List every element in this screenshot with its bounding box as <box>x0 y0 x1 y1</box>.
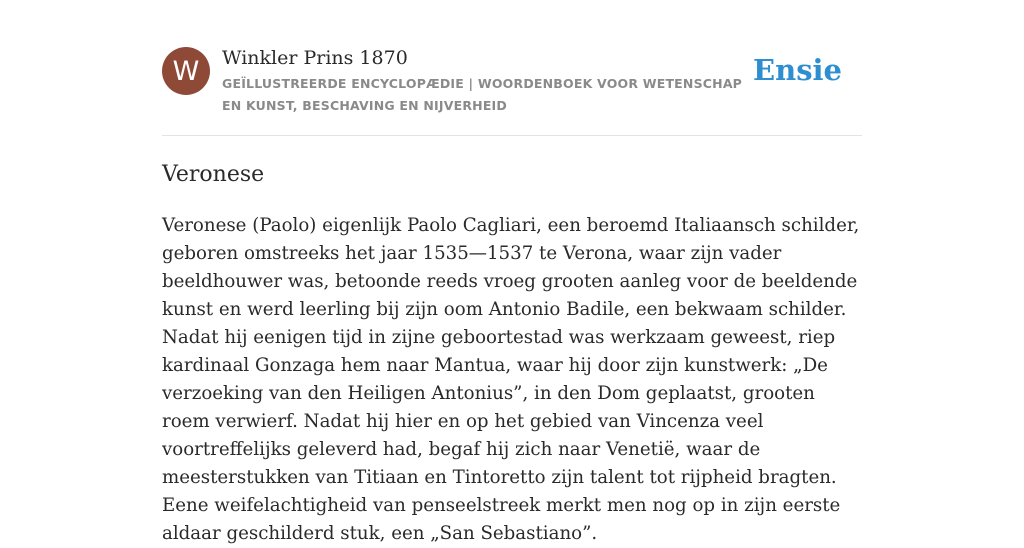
source-subtitle: GEÏLLUSTREERDE ENCYCLOPÆDIE | WOORDENBOEK VOOR WETENSCHAP EN KUNST, BESCHAVING EN NIJVERHEID <box>222 76 743 113</box>
ensie-logo-link[interactable]: Ensie <box>753 53 842 87</box>
source-title-link[interactable]: Winkler Prins 1870 <box>222 47 408 69</box>
source-header <box>162 46 862 116</box>
source-avatar[interactable]: W <box>162 47 210 95</box>
entry-body: Veronese (Paolo) eigenlijk Paolo Cagliari, een beroemd Italiaansch schilder, geboren omstreeks het jaar 1535—1537 te Verona, waar zijn vader beeldhouwer was, betoonde reeds vroeg grooten aanleg voor de beeldende kunst en werd leerling bij zijn oom Antonio Badile, een bekwaam schilder. Nadat hij eenigen tijd in zijne geboortestad was werkzaam geweest, riep kardinaal Gonzaga hem naar Mantua, waar hij door zijn kunstwerk: „De verzoeking van den Heiligen Antonius”, in den Dom geplaatst, grooten roem verwierf. Nadat hij hier en op het gebied van Vincenza veel voortreffelijks geleverd had, begaf hij zich naar Venetië, waar de meesterstukken van Titiaan en Tintoretto zijn talent tot rijpheid bragten. Eene weifelachtigheid van penseelstreek merkt men nog op in zijn eerste aldaar geschilderd stuk, een „San Sebastiano”. <box>162 215 860 544</box>
header-divider <box>162 135 862 136</box>
entry-title: Veronese <box>162 162 265 187</box>
